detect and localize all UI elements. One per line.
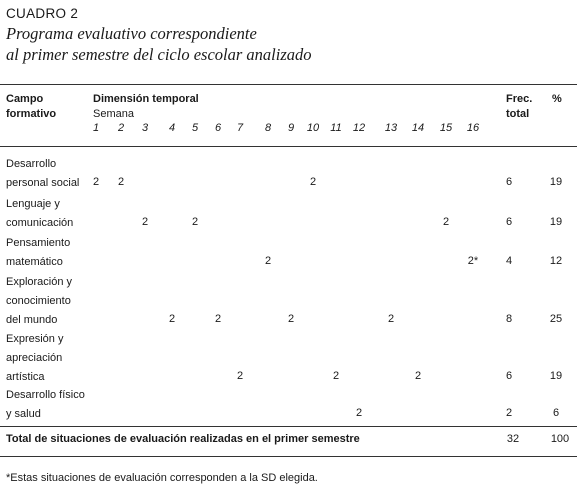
- row-label: comunicación: [6, 217, 74, 229]
- row-frequency-total: 6: [505, 216, 513, 228]
- row-label: del mundo: [6, 314, 58, 326]
- week-cell-6: 2: [214, 313, 222, 325]
- week-number-8: 8: [264, 122, 272, 134]
- row-label: Exploración y: [6, 276, 73, 288]
- row-label: Expresión y: [6, 333, 64, 345]
- row-frequency-total: 8: [505, 313, 513, 325]
- row-frequency-total: 4: [505, 255, 513, 267]
- row-label: Desarrollo físico: [6, 389, 85, 401]
- row-label: matemático: [6, 256, 63, 268]
- row-label: Pensamiento: [6, 237, 71, 249]
- row-percent: 19: [549, 176, 563, 188]
- row-percent: 25: [549, 313, 563, 325]
- week-number-4: 4: [168, 122, 176, 134]
- header-dimension: Dimensión temporal: [93, 93, 199, 105]
- row-frequency-total: 6: [505, 370, 513, 382]
- week-number-6: 6: [214, 122, 222, 134]
- table-title: [6, 23, 566, 65]
- week-cell-11: 2: [332, 370, 340, 382]
- week-number-9: 9: [287, 122, 295, 134]
- top-rule: [0, 84, 577, 85]
- week-cell-9: 2: [287, 313, 295, 325]
- week-cell-5: 2: [191, 216, 199, 228]
- row-label: artística: [6, 371, 45, 383]
- week-cell-1: 2: [92, 176, 100, 188]
- row-percent: 19: [549, 370, 563, 382]
- week-number-16: 16: [466, 122, 480, 134]
- total-rule: [0, 426, 577, 427]
- week-cell-13: 2: [387, 313, 395, 325]
- table-caption-label: CUADRO 2: [6, 6, 79, 21]
- totals-percent: 100: [550, 433, 570, 445]
- week-cell-7: 2: [236, 370, 244, 382]
- row-label: y salud: [6, 408, 41, 420]
- row-percent: 12: [549, 255, 563, 267]
- row-percent: 6: [552, 407, 560, 419]
- row-label: personal social: [6, 177, 80, 189]
- week-number-1: 1: [92, 122, 100, 134]
- week-number-15: 15: [439, 122, 453, 134]
- footnote: *Estas situaciones de evaluación corresponden a la SD elegida.: [6, 472, 318, 484]
- header-percent: %: [552, 93, 562, 105]
- week-cell-10: 2: [309, 176, 317, 188]
- week-number-12: 12: [352, 122, 366, 134]
- week-number-2: 2: [117, 122, 125, 134]
- week-cell-16: 2*: [467, 255, 479, 267]
- week-cell-14: 2: [414, 370, 422, 382]
- row-label: Lenguaje y: [6, 198, 60, 210]
- week-number-10: 10: [306, 122, 320, 134]
- row-percent: 19: [549, 216, 563, 228]
- row-label: apreciación: [6, 352, 63, 364]
- week-number-11: 11: [330, 122, 342, 134]
- week-number-5: 5: [191, 122, 199, 134]
- table-title-line-1: Programa evaluativo correspondiente: [6, 24, 257, 43]
- table-title-line-2: al primer semestre del ciclo escolar analizado: [6, 45, 312, 64]
- totals-frequency: 32: [506, 433, 520, 445]
- week-cell-15: 2: [442, 216, 450, 228]
- week-cell-8: 2: [264, 255, 272, 267]
- week-number-7: 7: [236, 122, 244, 134]
- header-frec-line-2: total: [506, 108, 530, 120]
- header-semana: Semana: [93, 108, 134, 120]
- week-number-14: 14: [411, 122, 425, 134]
- week-cell-12: 2: [355, 407, 363, 419]
- header-campo-line-2: formativo: [6, 108, 57, 120]
- bottom-rule: [0, 456, 577, 457]
- header-campo-line-1: Campo: [6, 93, 44, 105]
- week-number-3: 3: [141, 122, 149, 134]
- header-frec-line-1: Frec.: [506, 93, 533, 105]
- row-frequency-total: 6: [505, 176, 513, 188]
- row-frequency-total: 2: [505, 407, 513, 419]
- week-cell-3: 2: [141, 216, 149, 228]
- week-number-13: 13: [384, 122, 398, 134]
- totals-label: Total de situaciones de evaluación realizadas en el primer semestre: [6, 433, 360, 445]
- week-cell-4: 2: [168, 313, 176, 325]
- row-label: Desarrollo: [6, 158, 57, 170]
- row-label: conocimiento: [6, 295, 71, 307]
- week-cell-2: 2: [117, 176, 125, 188]
- header-rule: [0, 146, 577, 147]
